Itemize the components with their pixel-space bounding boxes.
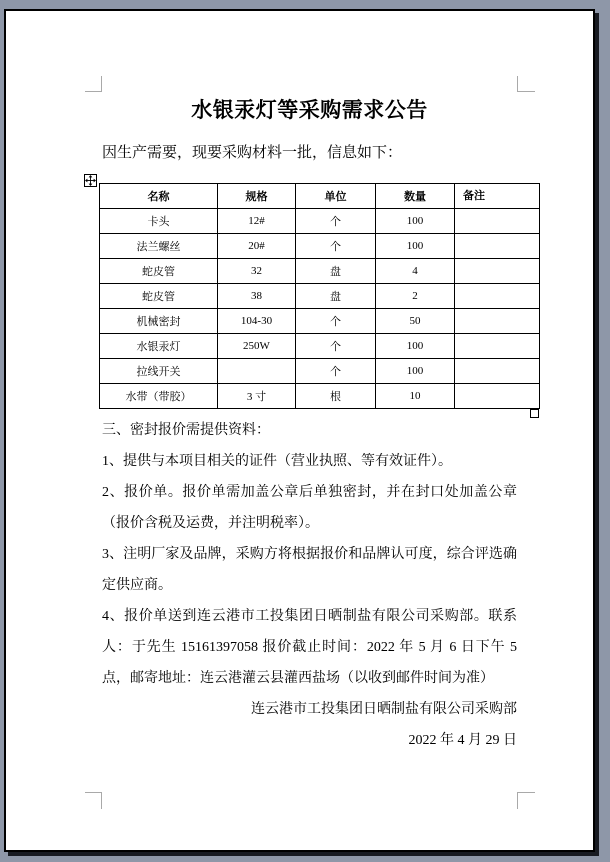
table-cell: [455, 234, 540, 259]
four-way-arrow-icon: [85, 175, 96, 186]
table-cell: 100: [376, 209, 455, 234]
table-cell: 个: [296, 234, 376, 259]
table-row: [100, 384, 540, 409]
table-cell: 蛇皮管: [100, 284, 218, 309]
table-cell: 100: [376, 334, 455, 359]
table-cell: 2: [376, 284, 455, 309]
table-cell: 100: [376, 234, 455, 259]
margin-crop-mark-bottom-left: [85, 792, 102, 809]
table-row: [100, 334, 540, 359]
table-cell: 拉线开关: [100, 359, 218, 384]
table-cell: 个: [296, 334, 376, 359]
table-cell: 104-30: [218, 309, 296, 334]
table-resize-handle[interactable]: [530, 409, 539, 418]
table-cell: 20#: [218, 234, 296, 259]
column-header-name: 名称: [100, 184, 218, 209]
signature-date: 2022 年 4 月 29 日: [408, 733, 517, 748]
table-cell: 卡头: [100, 209, 218, 234]
table-row: [100, 359, 540, 384]
table-cell: 个: [296, 309, 376, 334]
table-cell: [455, 209, 540, 234]
column-header-spec: 规格: [218, 184, 296, 209]
table-cell: 3 寸: [218, 384, 296, 409]
table-cell: 盘: [296, 284, 376, 309]
table-cell: 38: [218, 284, 296, 309]
paragraph-item-1: 1、提供与本项目相关的证件（营业执照、等有效证件）。: [102, 454, 452, 469]
document-body: [102, 415, 517, 756]
intro-paragraph: 因生产需要，现要采购材料一批，信息如下：: [102, 145, 403, 161]
table-move-handle[interactable]: [84, 174, 97, 187]
table-cell: [455, 359, 540, 384]
table-cell: 32: [218, 259, 296, 284]
table-cell: [455, 334, 540, 359]
table-row: [100, 234, 540, 259]
table-cell: 水带（带胶）: [100, 384, 218, 409]
table-cell: 4: [376, 259, 455, 284]
table-cell: 10: [376, 384, 455, 409]
column-header-remark: 备注: [455, 184, 540, 209]
document-page: [4, 9, 595, 852]
paragraph-item-4: 4、报价单送到连云港市工投集团日晒制盐有限公司采购部。联系人：于先生 15161397058 报价截止时间：2022 年 5 月 6 日下午 5 点，邮寄地址：连云港灌云县灌西盐场（以收到邮件时间为准）: [102, 609, 517, 686]
table-cell: [455, 309, 540, 334]
paragraph-section-heading: 三、密封报价需提供资料：: [102, 423, 270, 438]
table-header-row: [100, 184, 540, 209]
column-header-unit: 单位: [296, 184, 376, 209]
table-cell: 50: [376, 309, 455, 334]
margin-crop-mark-bottom-right: [517, 792, 535, 809]
table-cell: 法兰螺丝: [100, 234, 218, 259]
procurement-items-table: [99, 183, 540, 409]
table-cell: 蛇皮管: [100, 259, 218, 284]
table-cell: [455, 259, 540, 284]
table-cell: 水银汞灯: [100, 334, 218, 359]
table-row: [100, 259, 540, 284]
table-row: [100, 284, 540, 309]
table-cell: 个: [296, 209, 376, 234]
paragraph-item-3: 3、注明厂家及品牌，采购方将根据报价和品牌认可度，综合评选确定供应商。: [102, 547, 517, 593]
table-cell: 个: [296, 359, 376, 384]
table-cell: 250W: [218, 334, 296, 359]
table-cell: [455, 284, 540, 309]
signature-department: 连云港市工投集团日晒制盐有限公司采购部: [251, 702, 517, 717]
table-cell: 机械密封: [100, 309, 218, 334]
table-cell: 根: [296, 384, 376, 409]
margin-crop-mark-top-left: [85, 76, 102, 92]
paragraph-item-2: 2、报价单。报价单需加盖公章后单独密封，并在封口处加盖公章（报价含税及运费，并注明税率）。: [102, 485, 517, 531]
margin-crop-mark-top-right: [517, 76, 535, 92]
table-cell: [455, 384, 540, 409]
table-cell: 100: [376, 359, 455, 384]
document-title: 水银汞灯等采购需求公告: [191, 98, 428, 122]
table-row: [100, 209, 540, 234]
table-cell: 盘: [296, 259, 376, 284]
column-header-quantity: 数量: [376, 184, 455, 209]
table-cell: [218, 359, 296, 384]
table-cell: 12#: [218, 209, 296, 234]
table-row: [100, 309, 540, 334]
